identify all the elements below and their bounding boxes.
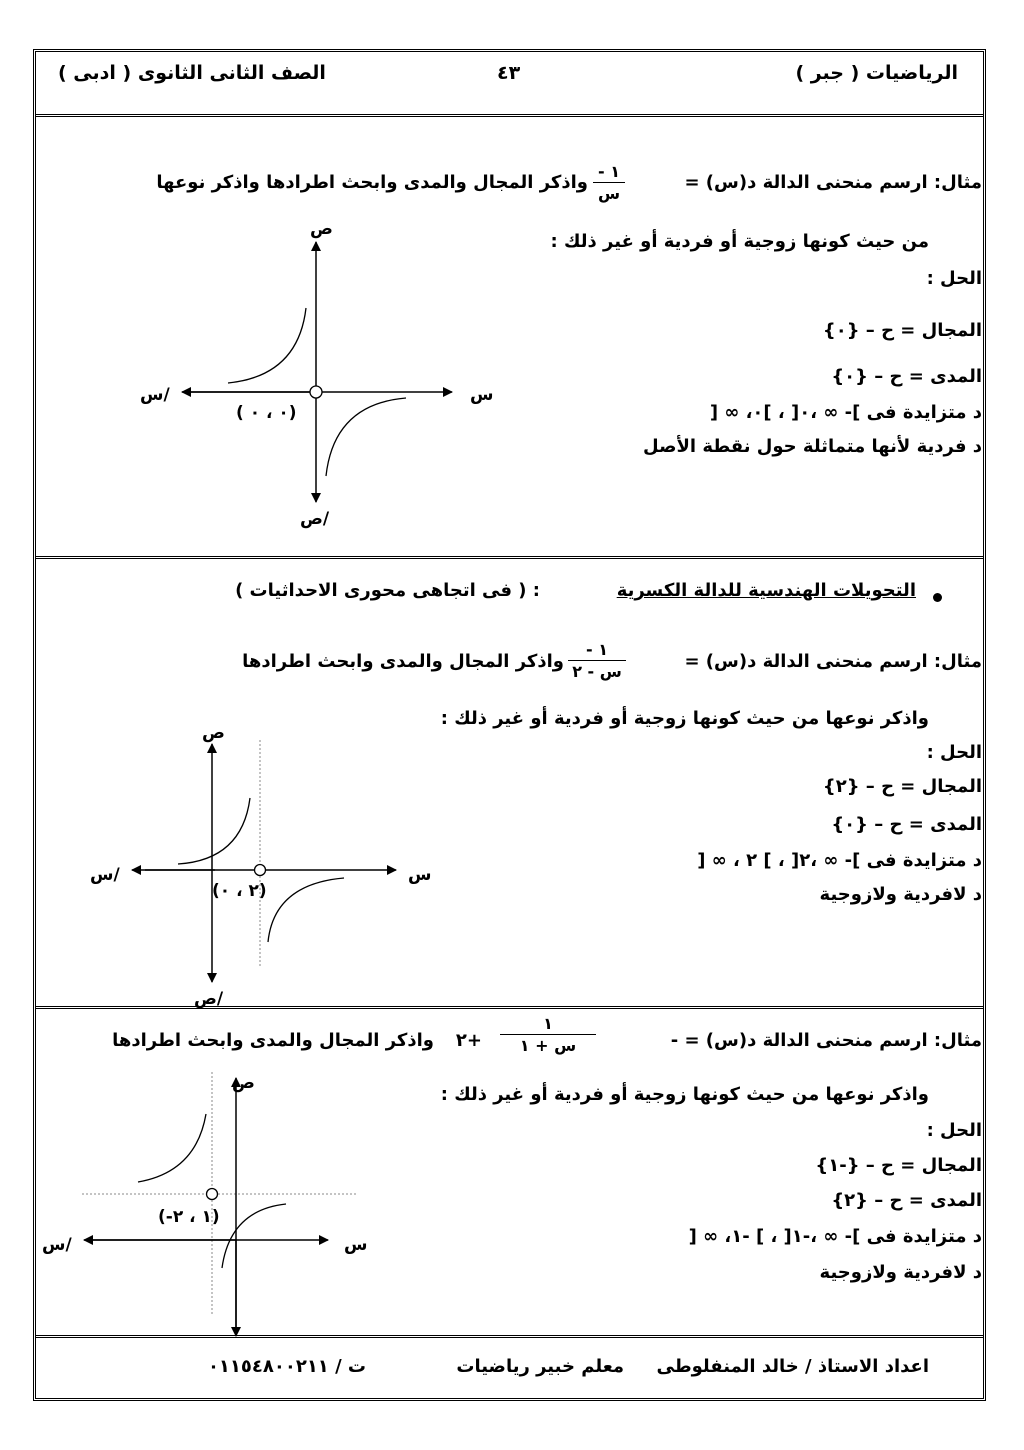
example2-monotonic: د متزايدة فى ]- ∞ ،٢[ ، ] ٢ ، ∞ [: [697, 850, 982, 871]
example3-monotonic: د متزايدة فى ]- ∞ ،-١[ ، ] -١، ∞ [: [688, 1226, 982, 1247]
fraction-denominator: س + ١: [519, 1036, 577, 1055]
footer-role: معلم خبير رياضيات: [456, 1356, 624, 1377]
fraction-denominator: س - ٢: [572, 662, 622, 681]
graph1-curve-upper: [228, 308, 306, 383]
fraction-numerator: - ١: [586, 640, 608, 659]
example2-type: د لافردية ولازوجية: [819, 884, 982, 905]
graph2-y-label: ص: [202, 723, 225, 743]
example1-solution-label: الحل :: [926, 268, 982, 289]
graph3-x-label: س: [344, 1235, 368, 1255]
example1-question-line2: من حيث كونها زوجية أو فردية أو غير ذلك :: [550, 231, 929, 252]
grade-label: الصف الثانى الثانوى ( ادبى ): [58, 62, 326, 84]
graph2-y-neg-label: ص/: [194, 989, 224, 1009]
graph3-point: [207, 1189, 218, 1200]
example2-question-line2: واذكر نوعها من حيث كونها زوجية أو فردية أو غير ذلك :: [440, 708, 929, 729]
graph3-y-label: ص: [232, 1073, 255, 1093]
example1-question-end: واذكر المجال والمدى وابحث اطرادها واذكر نوعها: [156, 172, 588, 193]
example2-question-end: واذكر المجال والمدى وابحث اطرادها: [242, 651, 564, 672]
fraction-numerator: - ١: [598, 162, 620, 181]
example3-range: المدى = ح – {٢}: [831, 1190, 982, 1211]
example3-question-end: واذكر المجال والمدى وابحث اطرادها: [112, 1030, 434, 1051]
example3-solution-label: الحل :: [926, 1120, 982, 1141]
example1-range: المدى = ح – {٠}: [831, 366, 982, 387]
graph3: [42, 1072, 367, 1336]
graph1: [140, 219, 493, 529]
section-title: التحويلات الهندسية للدالة الكسرية: [616, 580, 916, 601]
example1-domain: المجال = ح – {٠}: [822, 320, 982, 341]
example2-domain: المجال = ح – {٢}: [822, 776, 982, 797]
example1-type: د فردية لأنها متماثلة حول نقطة الأصل: [643, 436, 982, 457]
graph3-curve-lower: [222, 1204, 286, 1268]
graph2: [90, 723, 431, 1009]
graph1-origin-point: [310, 386, 322, 398]
graph2-curve-lower: [268, 878, 344, 942]
graph2-x-neg-label: س/: [90, 865, 120, 885]
example1-question-start: مثال: ارسم منحنى الدالة د(س) =: [684, 172, 982, 193]
example1-monotonic: د متزايدة فى ]- ∞ ،٠[ ، ]٠، ∞ [: [709, 402, 982, 423]
page-number: ٤٣: [497, 62, 521, 84]
graph1-curve-lower: [326, 398, 406, 476]
fraction-numerator: ١: [543, 1014, 553, 1033]
graph1-point-label: ( ٠ ، ٠): [236, 403, 297, 423]
graph2-curve-upper: [178, 798, 250, 864]
example2-range: المدى = ح – {٠}: [831, 814, 982, 835]
example2-question-start: مثال: ارسم منحنى الدالة د(س) =: [684, 651, 982, 672]
graph1-x-label: س: [470, 385, 494, 405]
graph1-y-label: ص: [310, 219, 333, 239]
example3-question-start: مثال: ارسم منحنى الدالة د(س) = -: [670, 1030, 982, 1051]
example3-domain: المجال = ح – {-١}: [815, 1155, 982, 1176]
graph1-y-neg-label: ص/: [300, 509, 330, 529]
graph3-point-label: (-١ ، ٢): [158, 1207, 220, 1227]
example3-plus-term: +٢: [455, 1030, 482, 1051]
footer-phone: ت / ٠١١٥٤٨٠٠٢١١: [207, 1356, 366, 1377]
graph2-x-label: س: [408, 865, 432, 885]
subject-label: الرياضيات ( جبر ): [795, 62, 958, 84]
example3-type: د لافردية ولازوجية: [819, 1262, 982, 1283]
fraction-denominator: س: [597, 184, 621, 203]
graph1-x-neg-label: س/: [140, 385, 170, 405]
example3-question-line2: واذكر نوعها من حيث كونها زوجية أو فردية أو غير ذلك :: [440, 1084, 929, 1105]
example2-solution-label: الحل :: [926, 742, 982, 763]
graph2-point-label: (٢ ، ٠): [212, 881, 267, 901]
graph3-x-neg-label: س/: [42, 1235, 72, 1255]
footer-author: اعداد الاستاذ / خالد المنفلوطى: [656, 1356, 929, 1377]
section-subtitle: : ( فى اتجاهى محورى الاحداثيات ): [235, 580, 540, 601]
graph3-curve-upper: [138, 1114, 206, 1182]
graph2-point: [255, 865, 266, 876]
